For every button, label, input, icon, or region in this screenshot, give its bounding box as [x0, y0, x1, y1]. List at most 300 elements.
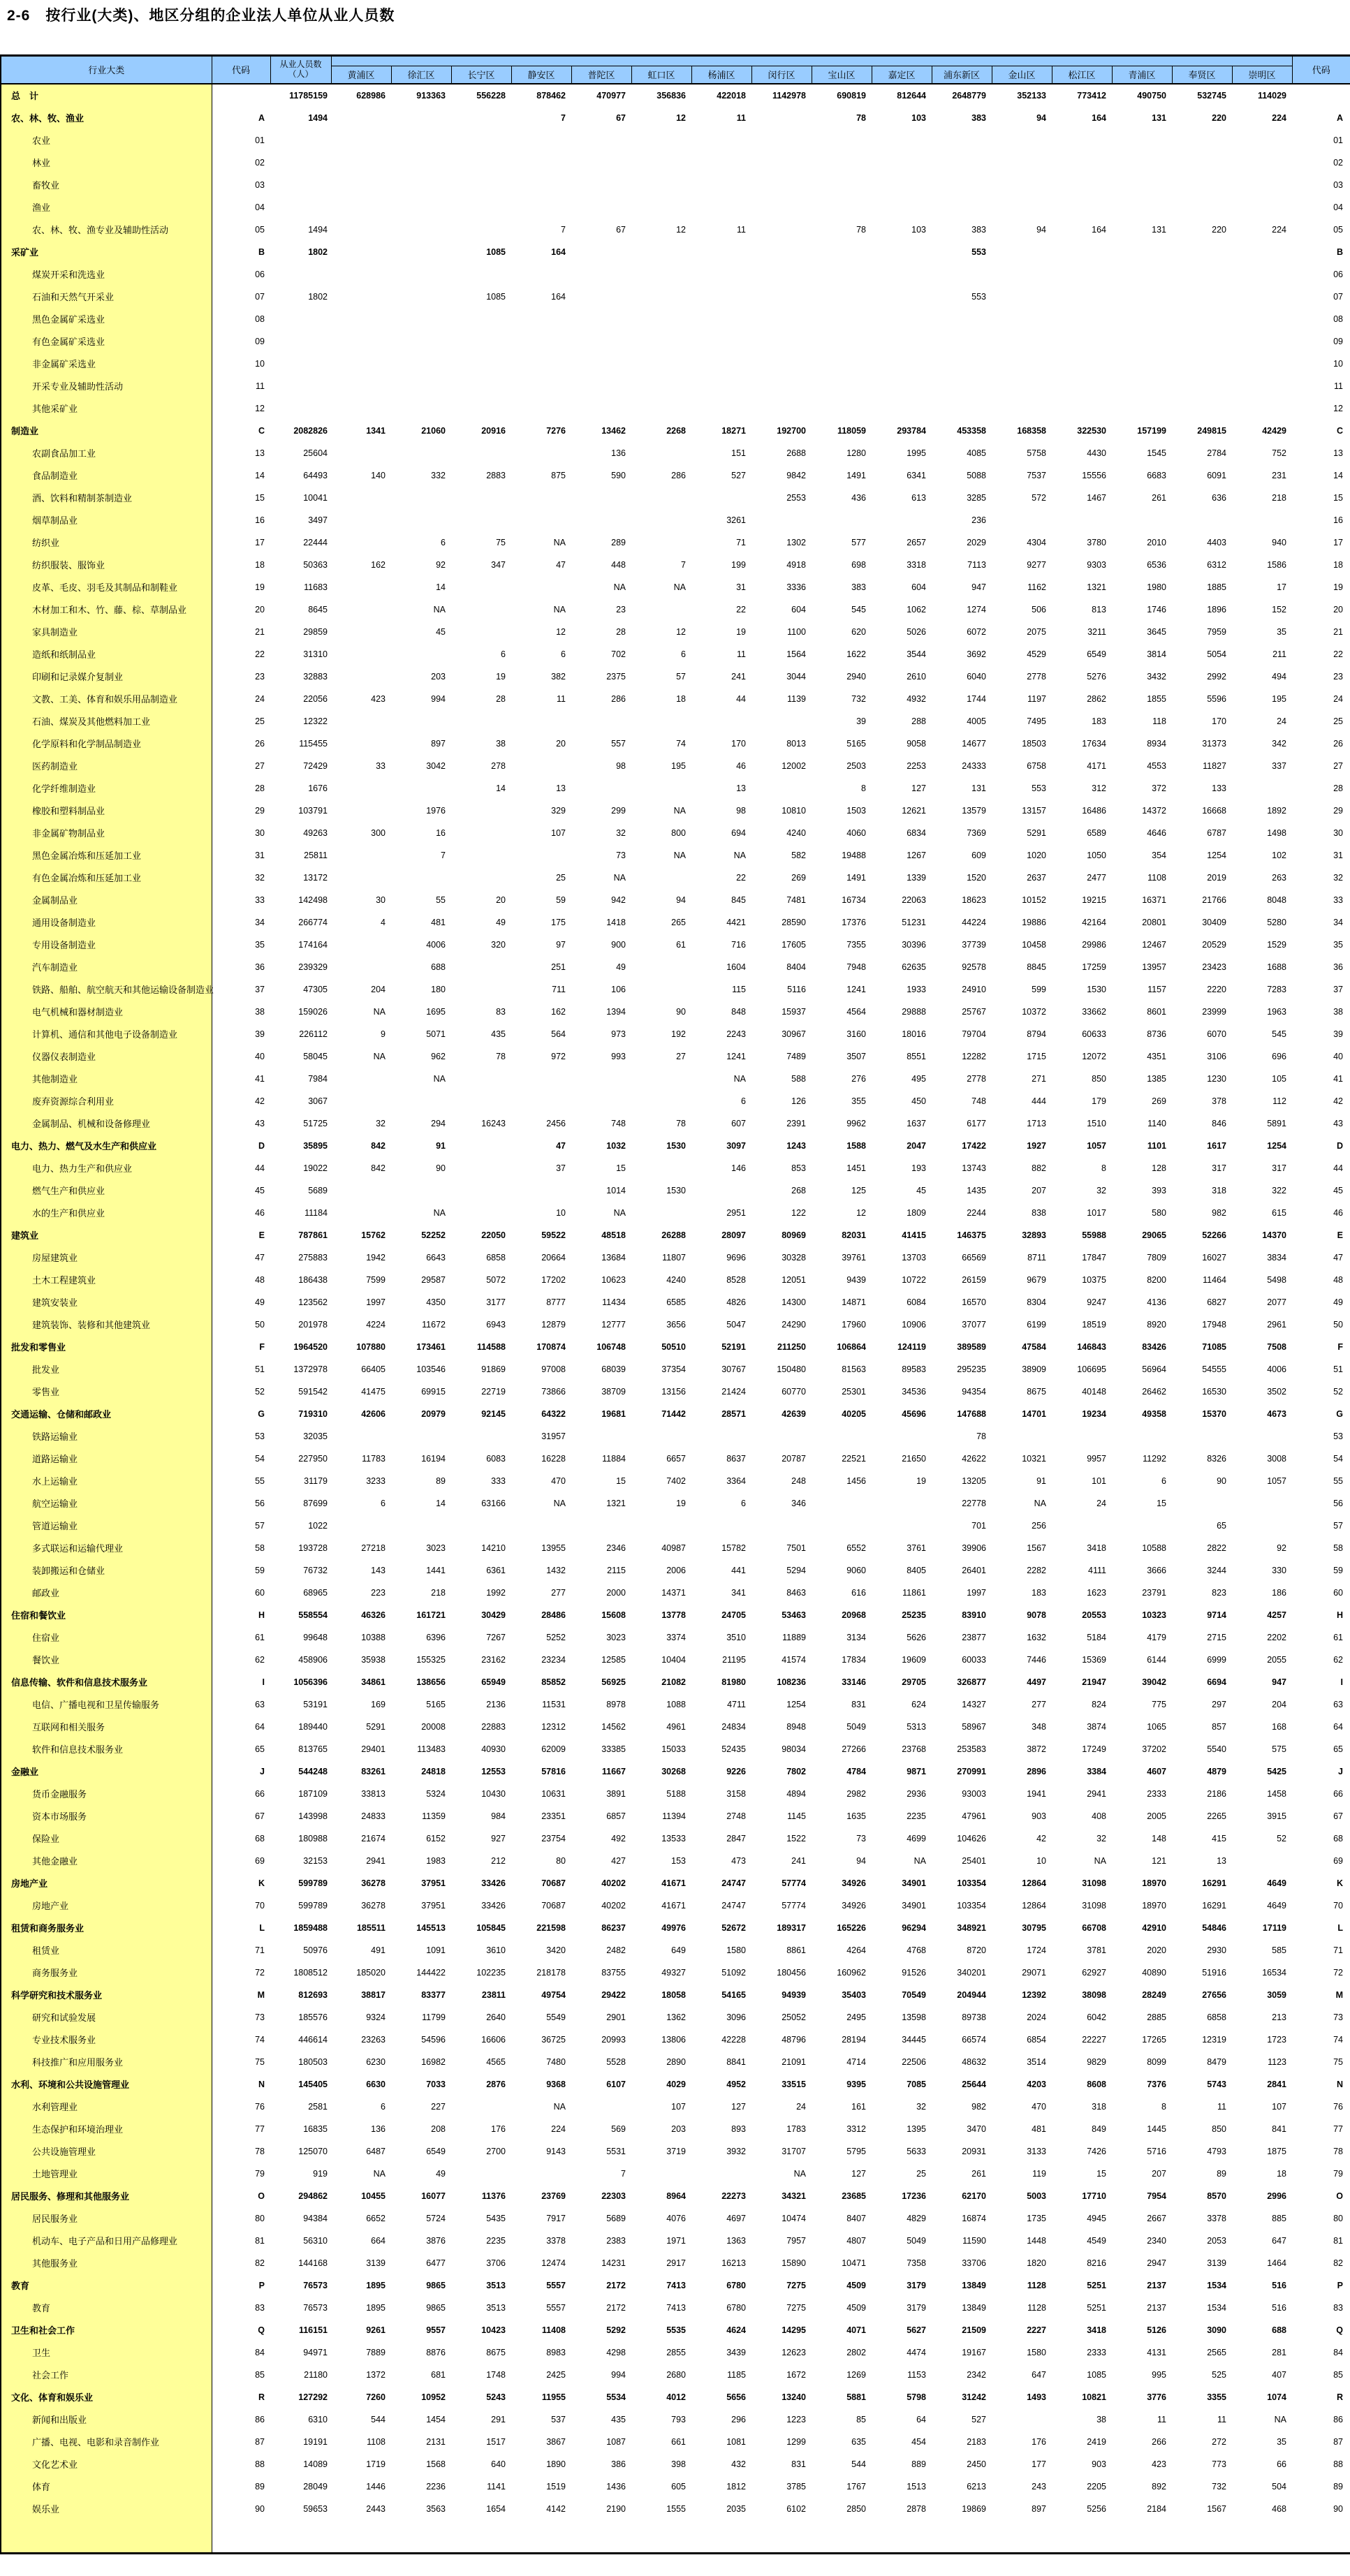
district-value-9: 889: [911, 2459, 926, 2469]
district-value-9: 45696: [902, 1408, 926, 1419]
industry-name: 纺织服装、服饰业: [1, 554, 212, 576]
district-value-14: 21766: [1202, 895, 1226, 905]
district-value-7: 853: [791, 1163, 806, 1173]
district-value-7: [751, 219, 812, 241]
district-value-3: 8983: [546, 2347, 566, 2357]
industry-code-left: E: [258, 1230, 265, 1240]
industry-code-left: 37: [255, 984, 265, 994]
district-value-7: 60770: [782, 1386, 806, 1397]
district-value-3: [511, 330, 571, 353]
industry-code-right: 26: [1333, 738, 1343, 749]
district-value-13: 2947: [1147, 2258, 1166, 2268]
industry-code-right: 31: [1333, 850, 1343, 860]
district-value-2: [451, 844, 511, 867]
district-value-2: 1992: [486, 1587, 506, 1598]
district-value-8: 4784: [846, 1766, 866, 1776]
district-value-14: 8326: [1207, 1453, 1226, 1464]
column-header-district-3: 静安区: [511, 66, 571, 84]
table-row: [1, 2140, 1350, 2163]
district-value-4: 73: [616, 850, 626, 860]
employment-total: 144168: [298, 2258, 328, 2268]
industry-code-right: 57: [1333, 1520, 1343, 1531]
district-value-8: [812, 330, 872, 353]
district-value-3: [511, 397, 571, 420]
industry-code-right: 19: [1333, 582, 1343, 592]
district-value-9: [872, 375, 932, 397]
district-value-8: 5881: [846, 2392, 866, 2402]
district-value-8: 9962: [846, 1118, 866, 1128]
district-value-2: 38: [496, 738, 506, 749]
district-value-2: 30429: [481, 1610, 506, 1620]
industry-code-right: 52: [1333, 1386, 1343, 1397]
district-value-8: 4071: [846, 2325, 866, 2335]
district-value-1: 962: [431, 1051, 446, 1061]
district-value-14: 1534: [1207, 2280, 1226, 2290]
district-value-6: [691, 174, 751, 196]
district-value-8: 6552: [846, 1543, 866, 1553]
column-header-district-11: 金山区: [992, 66, 1052, 84]
table-row: [1, 1559, 1350, 1582]
district-value-0: [331, 509, 391, 531]
column-header-district-7: 闵行区: [751, 66, 812, 84]
district-value-11: 8304: [1027, 1297, 1046, 1307]
industry-code-right: 29: [1333, 805, 1343, 816]
district-value-11: 2227: [1027, 2325, 1046, 2335]
district-value-14: 2784: [1207, 448, 1226, 458]
district-value-10: 146375: [957, 1230, 986, 1240]
district-value-3: [511, 308, 571, 330]
employment-total: 201978: [298, 1319, 328, 1330]
district-value-5: NA: [673, 805, 686, 816]
table-row: [1, 464, 1350, 487]
district-value-11: 5291: [1027, 827, 1046, 838]
district-value-1: 113483: [417, 1744, 446, 1754]
table-row: [1, 1962, 1350, 1984]
district-value-8: 4264: [846, 1945, 866, 1955]
filler-name-cell: [1, 2520, 212, 2554]
table-row: [1, 2029, 1350, 2051]
district-value-14: 11464: [1203, 1274, 1226, 1285]
table-row: [1, 152, 1350, 174]
district-value-13: [1112, 353, 1172, 375]
district-value-2: 16243: [481, 1118, 506, 1128]
district-value-13: 2005: [1147, 1811, 1166, 1821]
table-row: [1, 2073, 1350, 2096]
district-value-14: 2186: [1207, 1788, 1226, 1799]
employment-total: 127292: [298, 2392, 328, 2402]
district-value-2: [451, 1090, 511, 1112]
district-value-9: 22506: [902, 2056, 926, 2067]
district-value-13: 261: [1152, 492, 1166, 503]
district-value-15: 4649: [1267, 1878, 1286, 1888]
industry-code-right: 09: [1333, 336, 1343, 346]
industry-code-left: 19: [255, 582, 265, 592]
employment-total: 12322: [303, 716, 328, 726]
district-value-1: 155325: [416, 1654, 446, 1665]
district-value-9: 4768: [907, 1945, 926, 1955]
employment-total: 123562: [298, 1297, 328, 1307]
district-value-10: 453358: [957, 425, 986, 436]
employment-total: 226112: [299, 1029, 328, 1039]
district-value-12: 4171: [1087, 760, 1106, 771]
district-value-14: 170: [1212, 716, 1226, 726]
district-value-12: 824: [1092, 1699, 1106, 1709]
district-value-12: 40148: [1082, 1386, 1106, 1397]
district-value-1: [391, 442, 451, 464]
district-value-11: 6199: [1027, 1319, 1046, 1330]
district-value-0: [331, 777, 391, 800]
employment-total: 919: [313, 2168, 328, 2179]
district-value-2: 4565: [486, 2056, 506, 2067]
district-value-4: 569: [611, 2124, 626, 2134]
district-value-4: 67: [616, 112, 626, 123]
district-value-3: [511, 844, 571, 867]
district-value-6: 30767: [721, 1364, 746, 1374]
district-value-11: 243: [1032, 2481, 1046, 2492]
district-value-13: 28249: [1142, 1989, 1166, 2000]
district-value-14: 27656: [1202, 1989, 1226, 2000]
district-value-15: 841: [1272, 2124, 1286, 2134]
district-value-6: 5047: [726, 1319, 746, 1330]
district-value-15: 102: [1272, 850, 1286, 860]
district-value-4: 40202: [601, 1900, 626, 1911]
industry-code-left: 20: [255, 604, 265, 614]
district-value-15: 224: [1272, 224, 1286, 235]
district-value-0: [331, 353, 391, 375]
district-value-0: 15762: [361, 1230, 386, 1240]
district-value-7: 1254: [786, 1699, 806, 1709]
district-value-1: 11359: [422, 1811, 446, 1821]
district-value-0: 10455: [361, 2191, 386, 2201]
industry-code-left: R: [258, 2392, 265, 2402]
district-value-4: [571, 1068, 631, 1090]
district-value-3: 7: [561, 112, 566, 123]
district-value-11: [992, 353, 1052, 375]
district-value-8: 1503: [846, 805, 866, 816]
district-value-4: 106: [611, 984, 626, 994]
district-value-2: 640: [491, 2459, 506, 2469]
district-value-11: 1724: [1027, 1945, 1046, 1955]
district-value-7: 33515: [782, 2079, 806, 2089]
district-value-5: NA: [673, 850, 686, 860]
table-row: [1, 2207, 1350, 2230]
district-value-6: 24705: [721, 1610, 746, 1620]
district-value-8: 78: [856, 224, 866, 235]
district-value-13: 10588: [1142, 1543, 1166, 1553]
district-value-0: [331, 196, 391, 219]
industry-name: 木材加工和木、竹、藤、棕、草制品业: [1, 598, 212, 621]
district-value-9: 19609: [902, 1654, 926, 1665]
employment-total: 50976: [303, 1945, 328, 1955]
district-value-5: [631, 509, 691, 531]
employment-total: 72429: [303, 760, 328, 771]
district-value-14: 5054: [1207, 649, 1226, 659]
district-value-7: 14300: [782, 1297, 806, 1307]
table-row: [1, 688, 1350, 710]
district-value-13: 3666: [1147, 1565, 1166, 1575]
district-value-8: 7355: [846, 939, 866, 950]
district-value-12: 3418: [1087, 2325, 1106, 2335]
district-value-4: 386: [611, 2459, 626, 2469]
industry-name: 住宿业: [1, 1626, 212, 1649]
district-value-10: 2450: [967, 2459, 986, 2469]
industry-name: 电力、热力、燃气及水生产和供应业: [1, 1135, 212, 1157]
industry-code-left: 11: [256, 381, 265, 391]
district-value-15: 1074: [1267, 2392, 1286, 2402]
district-value-15: 3059: [1267, 1989, 1286, 2000]
district-value-14: 54846: [1202, 1922, 1226, 1933]
district-value-4: 2172: [606, 2280, 626, 2290]
district-value-5: 37354: [661, 1364, 686, 1374]
table-row: [1, 241, 1350, 263]
district-value-15: 322: [1272, 1185, 1286, 1195]
district-value-7: [751, 107, 812, 129]
table-row: [1, 2341, 1350, 2364]
district-value-1: 6: [441, 537, 446, 547]
industry-name: 邮政业: [1, 1582, 212, 1604]
district-value-6: [691, 241, 751, 263]
district-value-7: 9842: [786, 470, 806, 480]
district-value-3: [511, 509, 571, 531]
district-value-15: 940: [1272, 537, 1286, 547]
district-value-5: 3719: [666, 2146, 686, 2156]
district-value-3: [511, 152, 571, 174]
table-row: [1, 1805, 1350, 1827]
district-value-9: 6341: [907, 470, 926, 480]
industry-code-left: 74: [255, 2034, 265, 2045]
district-value-7: 582: [791, 850, 806, 860]
industry-name: 建筑安装业: [1, 1291, 212, 1313]
district-value-14: [1172, 152, 1232, 174]
district-value-3: 36725: [541, 2034, 566, 2045]
district-value-4: 6107: [606, 2079, 626, 2089]
district-value-15: 263: [1272, 872, 1286, 883]
district-value-5: [631, 196, 691, 219]
district-value-1: 3563: [426, 2503, 446, 2514]
district-value-11: 2024: [1027, 2012, 1046, 2022]
industry-code-right: 13: [1333, 448, 1343, 458]
district-value-7: 4918: [786, 559, 806, 570]
district-value-7: 189317: [777, 1922, 806, 1933]
industry-code-left: 61: [255, 1632, 265, 1642]
district-value-7: 1100: [787, 626, 806, 637]
district-value-9: 6084: [907, 1297, 926, 1307]
district-value-15: 5498: [1267, 1274, 1286, 1285]
district-value-8: 16734: [842, 895, 866, 905]
column-header-district-12: 松江区: [1052, 66, 1112, 84]
district-value-2: [451, 800, 511, 822]
industry-name: 信息传输、软件和信息技术服务业: [1, 1671, 212, 1693]
district-value-8: 5165: [846, 738, 866, 749]
district-value-4: 3023: [606, 1632, 626, 1642]
district-value-1: 138656: [416, 1677, 446, 1687]
district-value-1: 1983: [426, 1855, 446, 1866]
district-value-15: 4673: [1267, 1408, 1286, 1419]
district-value-4: 8978: [606, 1699, 626, 1709]
district-value-14: 16291: [1202, 1878, 1226, 1888]
industry-code-left: P: [258, 2280, 265, 2290]
district-value-9: 45: [916, 1185, 926, 1195]
district-value-7: 2553: [786, 492, 806, 503]
district-value-2: [451, 1202, 511, 1224]
district-value-14: 6694: [1207, 1677, 1226, 1687]
district-value-14: 20529: [1202, 939, 1226, 950]
table-row: [1, 1202, 1350, 1224]
district-value-0: [331, 934, 391, 956]
district-value-1: 1441: [426, 1565, 446, 1575]
district-value-2: [451, 867, 511, 889]
district-value-2: 23811: [481, 1989, 506, 2000]
district-value-6: [691, 129, 751, 152]
district-value-11: [992, 330, 1052, 353]
industry-code-right: 43: [1333, 1118, 1343, 1128]
district-value-2: 1085: [486, 291, 506, 302]
district-value-7: [751, 241, 812, 263]
district-value-7: 57774: [782, 1900, 806, 1911]
table-row: [1, 1112, 1350, 1135]
district-value-8: 78: [856, 112, 866, 123]
industry-name: 公共设施管理业: [1, 2140, 212, 2163]
district-value-0: [331, 1515, 391, 1537]
district-value-4: 5531: [606, 2146, 626, 2156]
district-value-14: [1172, 1425, 1232, 1448]
district-value-2: 2136: [486, 1699, 506, 1709]
industry-code-right: 58: [1333, 1543, 1343, 1553]
district-value-4: [571, 330, 631, 353]
district-value-3: [511, 1515, 571, 1537]
district-value-15: 105: [1272, 1073, 1286, 1084]
district-value-3: 164: [551, 246, 566, 257]
district-value-14: 6312: [1207, 559, 1226, 570]
table-row: [1, 330, 1350, 353]
district-value-5: 13156: [661, 1386, 686, 1397]
district-value-6: 8637: [726, 1453, 746, 1464]
industry-code-right: 54: [1333, 1453, 1343, 1464]
district-value-15: 16534: [1262, 1967, 1286, 1978]
district-value-7: 1142978: [772, 90, 806, 101]
district-value-12: 42164: [1082, 917, 1106, 927]
district-value-3: [511, 576, 571, 598]
industry-name: 生态保护和环境治理业: [1, 2118, 212, 2140]
district-value-5: 4012: [666, 2392, 686, 2402]
industry-code-right: E: [1337, 1230, 1343, 1240]
district-value-0: 5291: [366, 1721, 386, 1732]
district-value-5: [631, 1068, 691, 1090]
industry-code-left: 15: [255, 492, 265, 503]
district-value-9: 450: [911, 1096, 926, 1106]
district-value-8: 8407: [846, 2213, 866, 2223]
district-value-11: 42: [1036, 1833, 1046, 1843]
district-value-8: 5049: [846, 1721, 866, 1732]
district-value-6: 1241: [726, 1051, 746, 1061]
district-value-14: 525: [1212, 2369, 1226, 2380]
industry-code-left: A: [258, 112, 265, 123]
industry-name: 电力、热力生产和供应业: [1, 1157, 212, 1179]
industry-code-right: 45: [1333, 1185, 1343, 1195]
industry-code-left: 43: [255, 1118, 265, 1128]
district-value-7: 17605: [782, 939, 806, 950]
industry-code-right: 86: [1333, 2414, 1343, 2424]
district-value-2: 8675: [486, 2347, 506, 2357]
industry-code-left: 69: [255, 1855, 265, 1866]
industry-code-left: H: [258, 1610, 265, 1620]
district-value-15: 224: [1272, 112, 1286, 123]
district-value-11: 2637: [1027, 872, 1046, 883]
district-value-3: [511, 487, 571, 509]
district-value-1: [391, 152, 451, 174]
industry-name: 化学纤维制造业: [1, 777, 212, 800]
industry-name: 广播、电视、电影和录音制作业: [1, 2431, 212, 2453]
district-value-9: 127: [911, 783, 926, 793]
district-value-8: 1588: [846, 1140, 866, 1151]
column-header-district-2: 长宁区: [451, 66, 511, 84]
district-value-10: 553: [971, 246, 986, 257]
district-value-7: 1223: [786, 2414, 806, 2424]
industry-code-left: 07: [255, 291, 265, 302]
table-row: [1, 1894, 1350, 1917]
district-value-5: 41671: [661, 1878, 686, 1888]
industry-code-left: 55: [255, 1475, 265, 1486]
district-value-15: 107: [1272, 2101, 1286, 2112]
district-value-8: 39: [856, 716, 866, 726]
district-value-15: [1232, 241, 1292, 263]
industry-code-left: 65: [255, 1744, 265, 1754]
district-value-11: 4497: [1027, 1677, 1046, 1687]
district-value-10: 23877: [962, 1632, 986, 1642]
district-value-1: [391, 1515, 451, 1537]
district-value-13: 8934: [1147, 738, 1166, 749]
district-value-1: [391, 353, 451, 375]
district-value-4: 973: [611, 1029, 626, 1039]
district-value-4: NA: [613, 582, 626, 592]
district-value-4: [571, 241, 631, 263]
district-value-15: 1723: [1267, 2034, 1286, 2045]
district-value-15: 885: [1272, 2213, 1286, 2223]
employment-total: 125070: [298, 2146, 328, 2156]
employment-total: 1056396: [293, 1677, 328, 1687]
district-value-7: [751, 710, 812, 733]
district-value-11: 10321: [1022, 1453, 1046, 1464]
district-value-15: 35: [1277, 626, 1286, 637]
district-value-15: [1232, 174, 1292, 196]
district-value-7: 57774: [782, 1878, 806, 1888]
district-value-5: 203: [671, 2124, 686, 2134]
district-value-3: 23754: [541, 1833, 566, 1843]
table-row: [1, 576, 1350, 598]
district-value-6: 4826: [726, 1297, 746, 1307]
district-value-14: [1172, 241, 1232, 263]
district-value-9: 7358: [907, 2258, 926, 2268]
district-value-4: 15: [616, 1475, 626, 1486]
industry-code-right: 67: [1333, 1811, 1343, 1821]
district-value-1: 1091: [426, 1945, 446, 1955]
district-value-11: 1941: [1027, 1788, 1046, 1799]
district-value-7: 15890: [782, 2258, 806, 2268]
district-value-9: 7085: [907, 2079, 926, 2089]
district-value-10: 2342: [967, 2369, 986, 2380]
table-row: [1, 1090, 1350, 1112]
district-value-5: 11807: [662, 1252, 686, 1263]
district-value-11: 1713: [1027, 1118, 1046, 1128]
district-value-10: 37739: [962, 939, 986, 950]
district-value-15: 342: [1272, 738, 1286, 749]
industry-code-left: 02: [255, 157, 265, 168]
district-value-5: 1362: [666, 2012, 686, 2022]
table-row: [1, 286, 1350, 308]
district-value-14: 6091: [1207, 470, 1226, 480]
district-value-10: [932, 174, 992, 196]
district-value-1: 145513: [416, 1922, 446, 1933]
